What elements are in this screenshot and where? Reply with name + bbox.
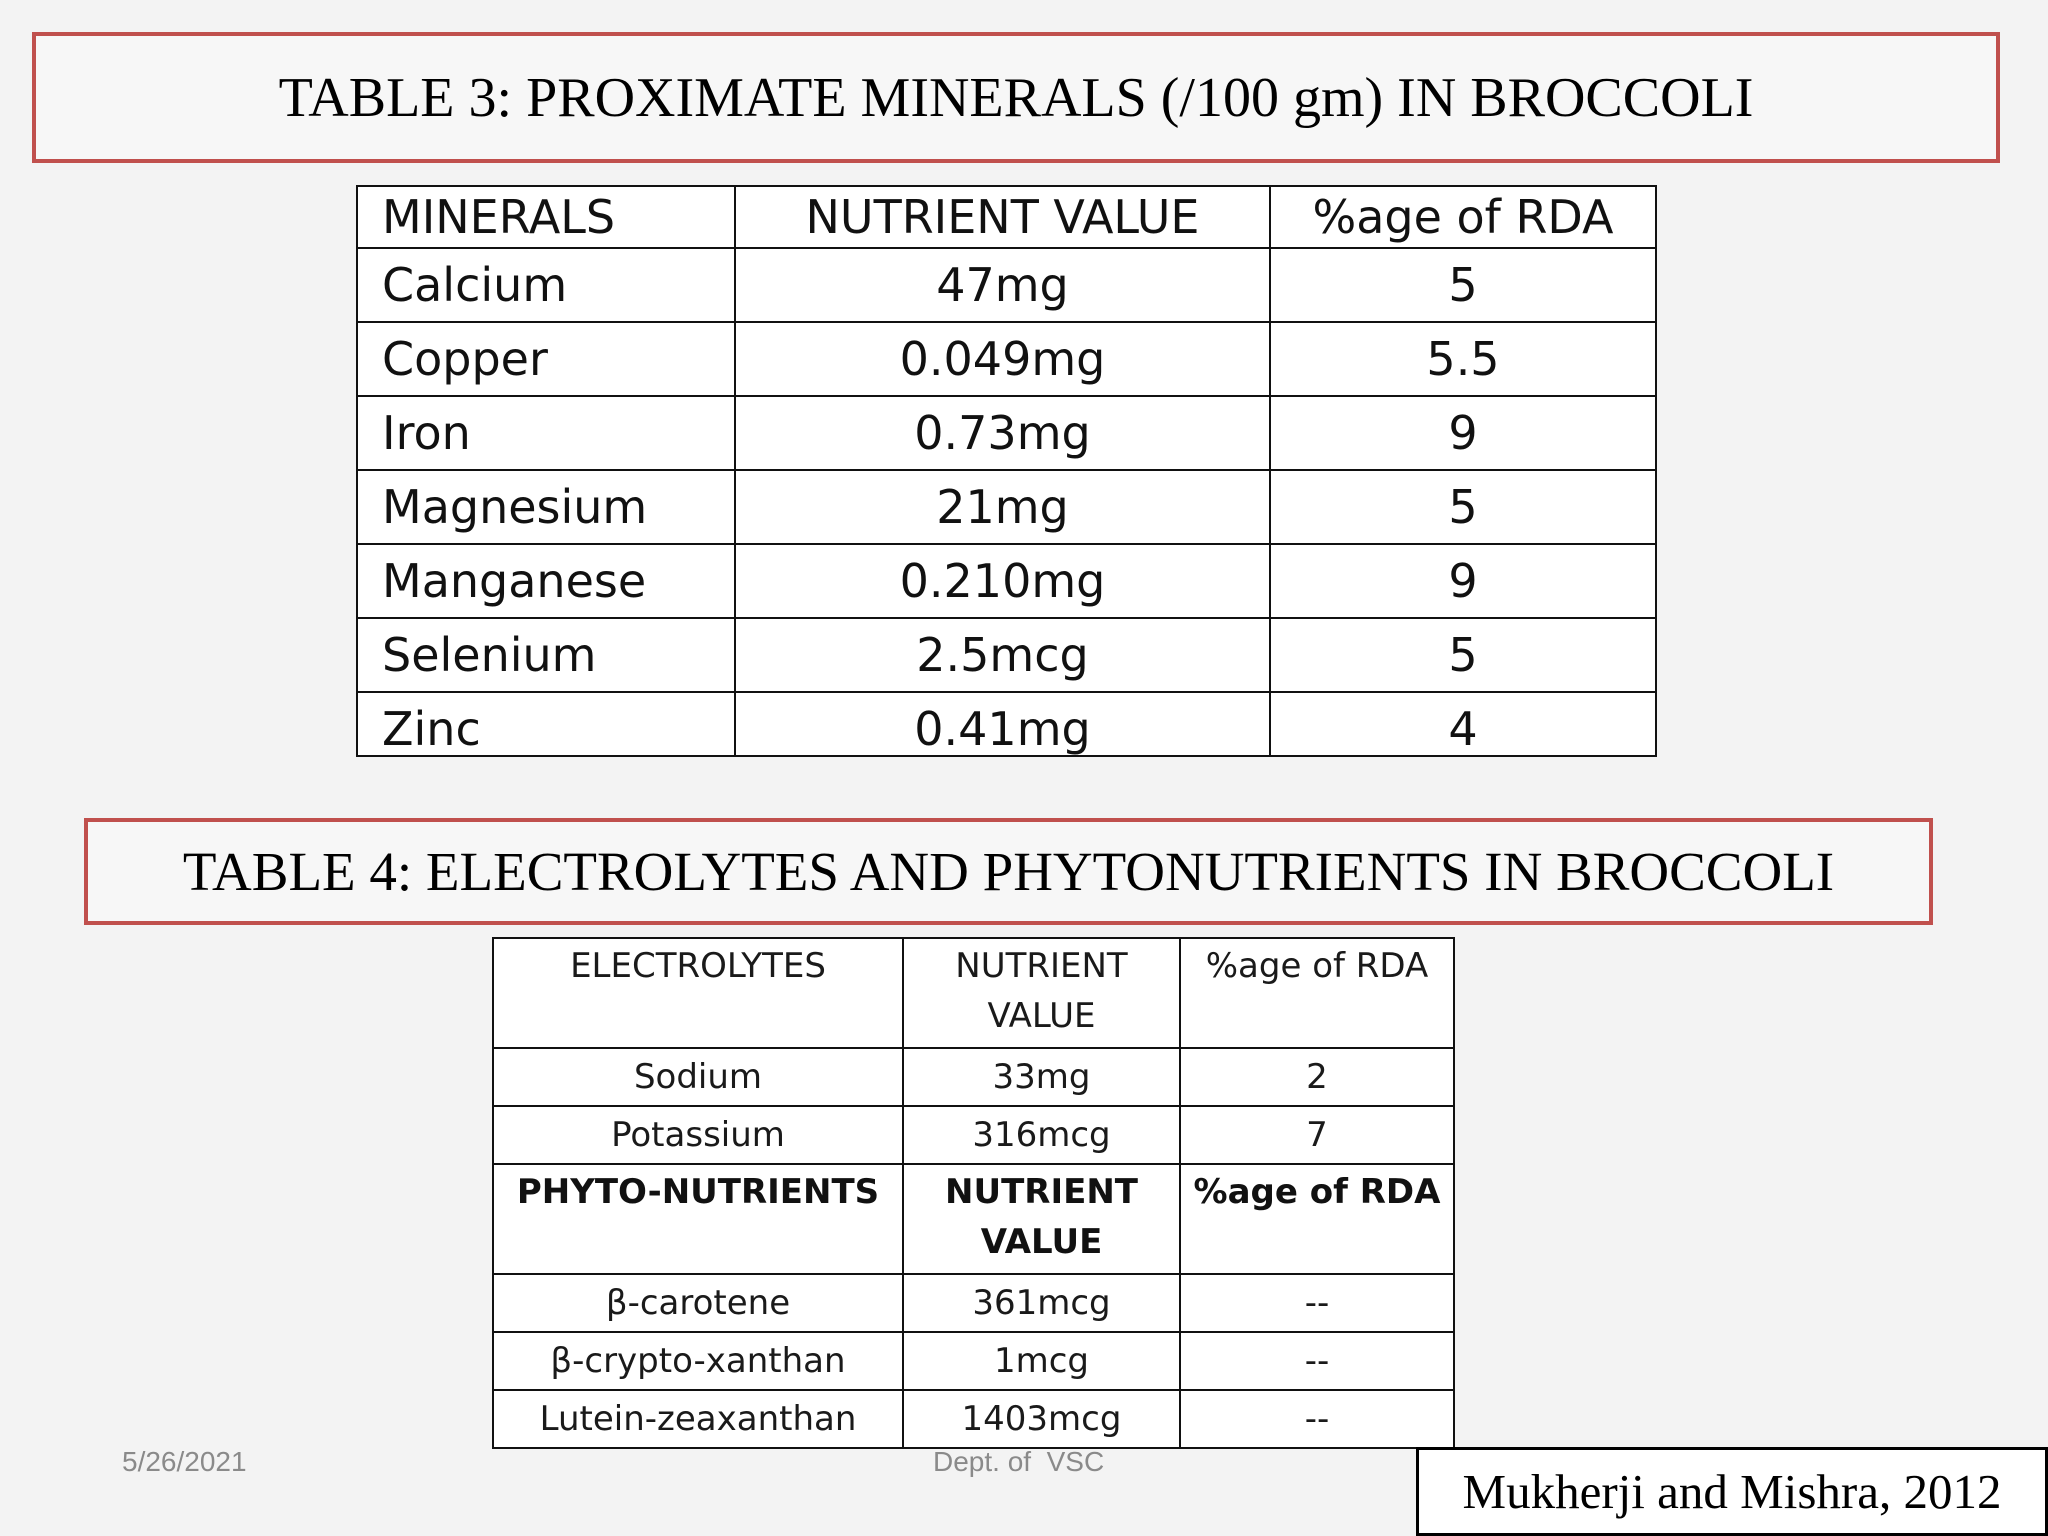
header-electrolytes: ELECTROLYTES (493, 938, 903, 1048)
rda-value: 7 (1180, 1106, 1454, 1164)
table4-title: TABLE 4: ELECTROLYTES AND PHYTONUTRIENTS IN BROCCOLI (84, 818, 1933, 925)
mineral-name: Iron (357, 396, 735, 470)
mineral-name: Magnesium (357, 470, 735, 544)
table-row (493, 1332, 1454, 1390)
table-row (357, 248, 1656, 322)
rda-value: 5 (1270, 248, 1656, 322)
header-rda: %age of RDA (1270, 186, 1656, 248)
footer-date: 5/26/2021 (122, 1446, 247, 1477)
rda-value: -- (1180, 1332, 1454, 1390)
citation-box: Mukherji and Mishra, 2012 (1416, 1447, 2048, 1536)
rda-value: 2 (1180, 1048, 1454, 1106)
table-row (357, 470, 1656, 544)
phytonutrient-name: β-crypto-xanthan (493, 1332, 903, 1390)
table-row (357, 544, 1656, 618)
nutrient-value: 0.73mg (735, 396, 1270, 470)
rda-value: 4 (1270, 692, 1656, 756)
phytonutrient-name: Lutein-zeaxanthan (493, 1390, 903, 1448)
table-row (357, 692, 1656, 756)
table-row (493, 1106, 1454, 1164)
electrolyte-name: Potassium (493, 1106, 903, 1164)
nutrient-value: 33mg (903, 1048, 1180, 1106)
rda-value: 5.5 (1270, 322, 1656, 396)
rda-value: 5 (1270, 618, 1656, 692)
table-row (357, 618, 1656, 692)
minerals-table (356, 185, 1657, 757)
electrolyte-name: Sodium (493, 1048, 903, 1106)
rda-value: 9 (1270, 396, 1656, 470)
nutrient-value: 0.210mg (735, 544, 1270, 618)
table-row (493, 1048, 1454, 1106)
mineral-name: Selenium (357, 618, 735, 692)
nutrient-value: 47mg (735, 248, 1270, 322)
nutrient-value: 361mcg (903, 1274, 1180, 1332)
header-nutrient-value: NUTRIENT VALUE (735, 186, 1270, 248)
table-row (493, 1274, 1454, 1332)
footer-department: Dept. of VSC (933, 1446, 1105, 1477)
header-rda: %age of RDA (1180, 1164, 1454, 1274)
nutrient-value: 0.049mg (735, 322, 1270, 396)
phyto-header-row (493, 1164, 1454, 1274)
table3-title: TABLE 3: PROXIMATE MINERALS (/100 gm) IN BROCCOLI (32, 32, 2000, 163)
nutrient-value: 1403mcg (903, 1390, 1180, 1448)
rda-value: -- (1180, 1390, 1454, 1448)
nutrient-value: 1mcg (903, 1332, 1180, 1390)
header-minerals: MINERALS (357, 186, 735, 248)
rda-value: -- (1180, 1274, 1454, 1332)
table-header-row (357, 186, 1656, 248)
mineral-name: Copper (357, 322, 735, 396)
header-phyto-nutrients: PHYTO-NUTRIENTS (493, 1164, 903, 1274)
nutrient-value: 2.5mcg (735, 618, 1270, 692)
mineral-name: Manganese (357, 544, 735, 618)
mineral-name: Calcium (357, 248, 735, 322)
nutrient-value: 0.41mg (735, 692, 1270, 756)
nutrient-value: 21mg (735, 470, 1270, 544)
header-nutrient-value: NUTRIENT VALUE (903, 938, 1180, 1048)
table-row (357, 396, 1656, 470)
header-nutrient-value: NUTRIENT VALUE (903, 1164, 1180, 1274)
electrolytes-header-row (493, 938, 1454, 1048)
mineral-name: Zinc (357, 692, 735, 756)
header-rda: %age of RDA (1180, 938, 1454, 1048)
phytonutrient-name: β-carotene (493, 1274, 903, 1332)
electrolytes-phytonutrients-table (492, 937, 1455, 1449)
nutrient-value: 316mcg (903, 1106, 1180, 1164)
table-row (357, 322, 1656, 396)
rda-value: 9 (1270, 544, 1656, 618)
rda-value: 5 (1270, 470, 1656, 544)
table-row (493, 1390, 1454, 1448)
